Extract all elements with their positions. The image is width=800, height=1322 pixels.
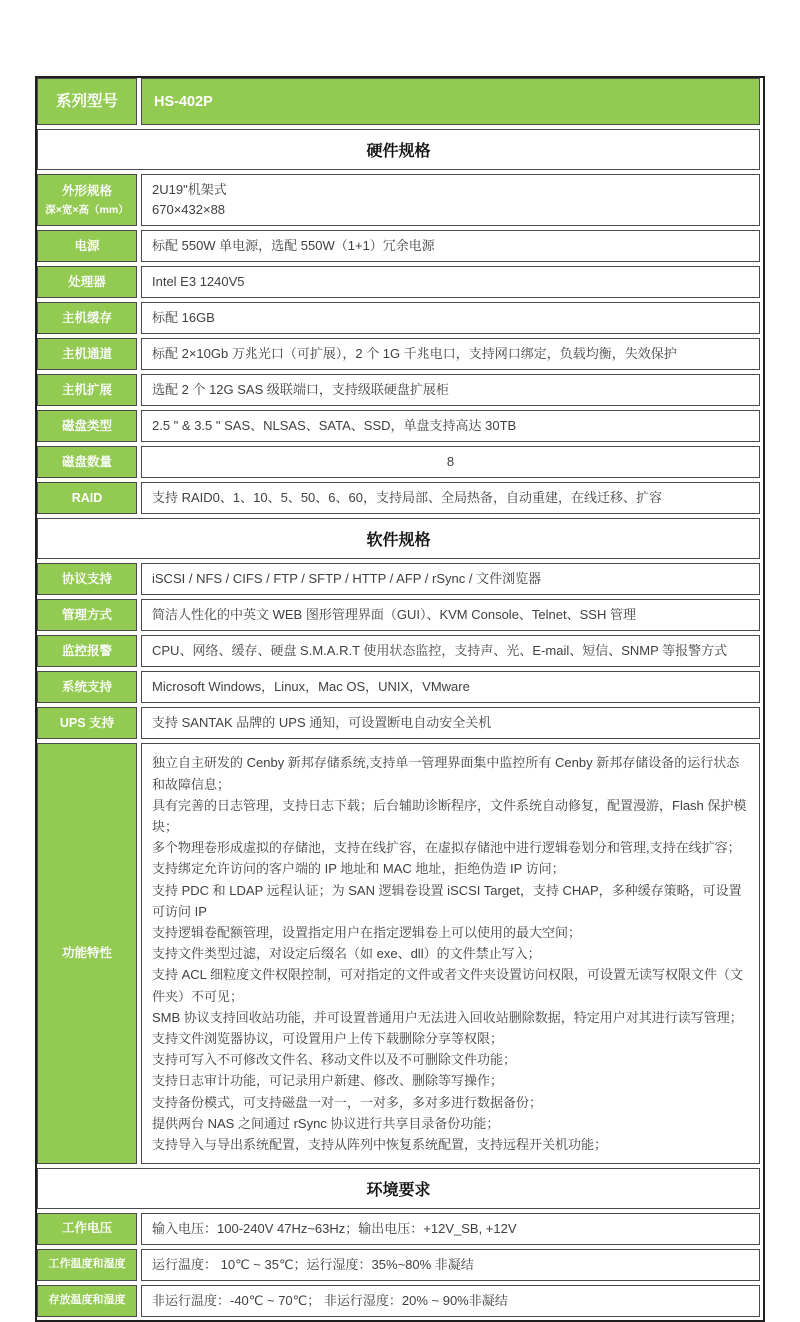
row-label: 功能特性 [61, 945, 112, 960]
content-line: 8 [446, 454, 455, 470]
row-content [141, 302, 760, 334]
table-row [37, 1213, 760, 1245]
row-label-cell [37, 671, 137, 703]
content-line: 独立自主研发的 Cenby 新邦存储系统,支持单一管理界面集中监控所有 Cenby 新邦存储设备的运行状态和故障信息； [152, 755, 740, 792]
table-row [37, 174, 760, 226]
content-line: 支持 PDC 和 LDAP 远程认证；为 SAN 逻辑卷设置 iSCSI Target，支持 CHAP，多种缓存策略，可设置可访问 IP [152, 882, 742, 919]
table-row [37, 482, 760, 514]
content-line: 提供两台 NAS 之间通过 rSync 协议进行共享目录备份功能； [152, 1115, 500, 1131]
row-label: 电源 [74, 238, 100, 253]
content-line: 标配 550W 单电源，选配 550W（1+1）冗余电源 [152, 238, 435, 254]
content-line: 简洁人性化的中英文 WEB 图形管理界面（GUI）、KVM Console、Telnet、SSH 管理 [152, 607, 636, 623]
row-label-cell [37, 266, 137, 298]
row-label: 磁盘数量 [61, 454, 112, 469]
table-row [37, 446, 760, 478]
series-model-cell [141, 78, 760, 125]
table-row [37, 743, 760, 1164]
row-label-cell [37, 1249, 137, 1281]
row-label: 监控报警 [61, 643, 112, 658]
content-line: 670×432×88 [152, 202, 226, 218]
content-line: Microsoft Windows，Linux，Mac OS，UNIX，VMware [152, 679, 470, 695]
content-line: 非运行温度：-40℃ ~ 70℃； 非运行湿度：20% ~ 90%非凝结 [152, 1293, 508, 1309]
row-label-cell [37, 374, 137, 406]
row-content [141, 338, 760, 370]
row-content [141, 1213, 760, 1245]
row-label-cell [37, 1285, 137, 1317]
section-title: 软件规格 [37, 518, 760, 559]
row-label: 管理方式 [61, 607, 112, 622]
spec-table [35, 76, 765, 1322]
row-label-cell [37, 635, 137, 667]
content-line: 输入电压：100-240V 47Hz~63Hz；输出电压：+12V_SB, +12V [152, 1221, 517, 1237]
row-content [141, 410, 760, 442]
content-line: 多个物理卷形成虚拟的存储池，支持在线扩容，在虚拟存储池中进行逻辑卷划分和管理,支持在线扩容； [152, 840, 741, 856]
content-line: 支持备份模式，可支持磁盘一对一，一对多，多对多进行数据备份； [152, 1094, 543, 1110]
row-label-cell [37, 230, 137, 262]
row-label-cell [37, 446, 137, 478]
content-line: 支持 ACL 细粒度文件权限控制，可对指定的文件或者文件夹设置访问权限，可设置无读写权限文件（文件夹）不可见； [152, 967, 744, 1004]
row-label: UPS 支持 [59, 715, 115, 730]
row-content [141, 599, 760, 631]
content-line: 标配 16GB [152, 310, 215, 326]
row-label: 主机扩展 [61, 382, 112, 397]
content-line: 支持 RAID0、1、10、5、50、6、60，支持局部、全局热备，自动重建，在线迁移、扩容 [152, 490, 662, 506]
row-content [141, 266, 760, 298]
table-row [37, 1249, 760, 1281]
series-label-cell [37, 78, 137, 125]
row-label-cell [37, 482, 137, 514]
table-row [37, 266, 760, 298]
row-content [141, 482, 760, 514]
table-row [37, 707, 760, 739]
content-line: 标配 2×10Gb 万兆光口（可扩展），2 个 1G 千兆电口，支持网口绑定，负载均衡，失效保护 [152, 346, 677, 362]
table-row [37, 1285, 760, 1317]
row-content [141, 174, 760, 226]
table-row [37, 635, 760, 667]
content-line: iSCSI / NFS / CIFS / FTP / SFTP / HTTP / AFP / rSync / 文件浏览器 [152, 571, 542, 587]
content-line: 选配 2 个 12G SAS 级联端口，支持级联硬盘扩展柜 [152, 382, 449, 398]
content-line: 具有完善的日志管理，支持日志下载；后台辅助诊断程序，文件系统自动修复，配置漫游，Flash 保护模块； [152, 797, 747, 834]
content-line: 2.5 " & 3.5 " SAS、NLSAS、SATA、SSD，单盘支持高达 30TB [152, 418, 517, 434]
row-label-cell [37, 707, 137, 739]
row-label: 主机通道 [61, 346, 112, 361]
table-row [37, 599, 760, 631]
row-label: RAID [71, 490, 103, 505]
row-label-cell [37, 302, 137, 334]
row-label-cell [37, 338, 137, 370]
content-line: 运行温度： 10℃ ~ 35℃；运行湿度：35%~80% 非凝结 [152, 1257, 474, 1273]
row-label: 系统支持 [61, 679, 112, 694]
table-row [37, 374, 760, 406]
row-label-cell [37, 743, 137, 1164]
row-label: 工作电压 [61, 1221, 112, 1236]
row-label: 外形规格 [61, 184, 112, 198]
row-content [141, 743, 760, 1164]
content-line: 2U19"机架式 [152, 182, 227, 198]
table-row [37, 338, 760, 370]
table-row [37, 302, 760, 334]
row-content [141, 1249, 760, 1281]
row-label: 磁盘类型 [61, 418, 112, 433]
table-row [37, 563, 760, 595]
content-line: 支持可写入不可修改文件名、移动文件以及不可删除文件功能； [152, 1052, 517, 1068]
row-content [141, 635, 760, 667]
content-line: 支持逻辑卷配额管理，设置指定用户在指定逻辑卷上可以使用的最大空间； [152, 925, 582, 940]
content-line: 支持文件浏览器协议，可设置用户上传下载删除分享等权限； [152, 1031, 504, 1047]
row-content [141, 374, 760, 406]
table-row [37, 671, 760, 703]
section-header-row [37, 1168, 760, 1209]
row-label: 工作温度和湿度 [48, 1258, 126, 1271]
section-title: 环境要求 [37, 1168, 760, 1209]
row-label-cell [37, 563, 137, 595]
row-label: 存放温度和湿度 [48, 1294, 126, 1307]
content-line: 支持导入与导出系统配置，支持从阵列中恢复系统配置，支持远程开关机功能； [152, 1137, 608, 1153]
table-row [37, 410, 760, 442]
content-line: CPU、网络、缓存、硬盘 S.M.A.R.T 使用状态监控，支持声、光、E-mail、短信、SNMP 等报警方式 [152, 643, 728, 659]
content-line: 支持 SANTAK 品牌的 UPS 通知，可设置断电自动安全关机 [152, 715, 492, 731]
row-content [141, 707, 760, 739]
row-content [141, 563, 760, 595]
series-label: 系列型号 [55, 93, 118, 110]
row-label-cell [37, 174, 137, 226]
table-row [37, 230, 760, 262]
row-label: 主机缓存 [61, 310, 112, 325]
row-content [141, 671, 760, 703]
series-header-row [37, 78, 760, 125]
content-line: Intel E3 1240V5 [152, 274, 245, 290]
content-line: 支持文件类型过滤，对设定后缀名（如 exe、dll）的文件禁止写入； [152, 946, 541, 962]
row-label-cell [37, 599, 137, 631]
row-label-cell [37, 1213, 137, 1245]
row-label-cell [37, 410, 137, 442]
content-line: SMB 协议支持回收站功能，并可设置普通用户无法进入回收站删除数据，特定用户对其进行读写管理； [152, 1009, 743, 1025]
section-header-row [37, 129, 760, 170]
content-line: 支持日志审计功能，可记录用户新建、修改、删除等写操作； [152, 1073, 504, 1089]
row-label: 协议支持 [61, 571, 112, 586]
row-label-sub: 深×宽×高（mm） [45, 203, 129, 216]
row-content [141, 230, 760, 262]
section-title: 硬件规格 [37, 129, 760, 170]
series-model: HS-402P [154, 93, 213, 110]
row-content [141, 1285, 760, 1317]
content-line: 支持绑定允许访问的客户端的 IP 地址和 MAC 地址，拒绝伪造 IP 访问； [152, 861, 565, 877]
row-content [141, 446, 760, 478]
section-header-row [37, 518, 760, 559]
row-label: 处理器 [68, 274, 106, 289]
